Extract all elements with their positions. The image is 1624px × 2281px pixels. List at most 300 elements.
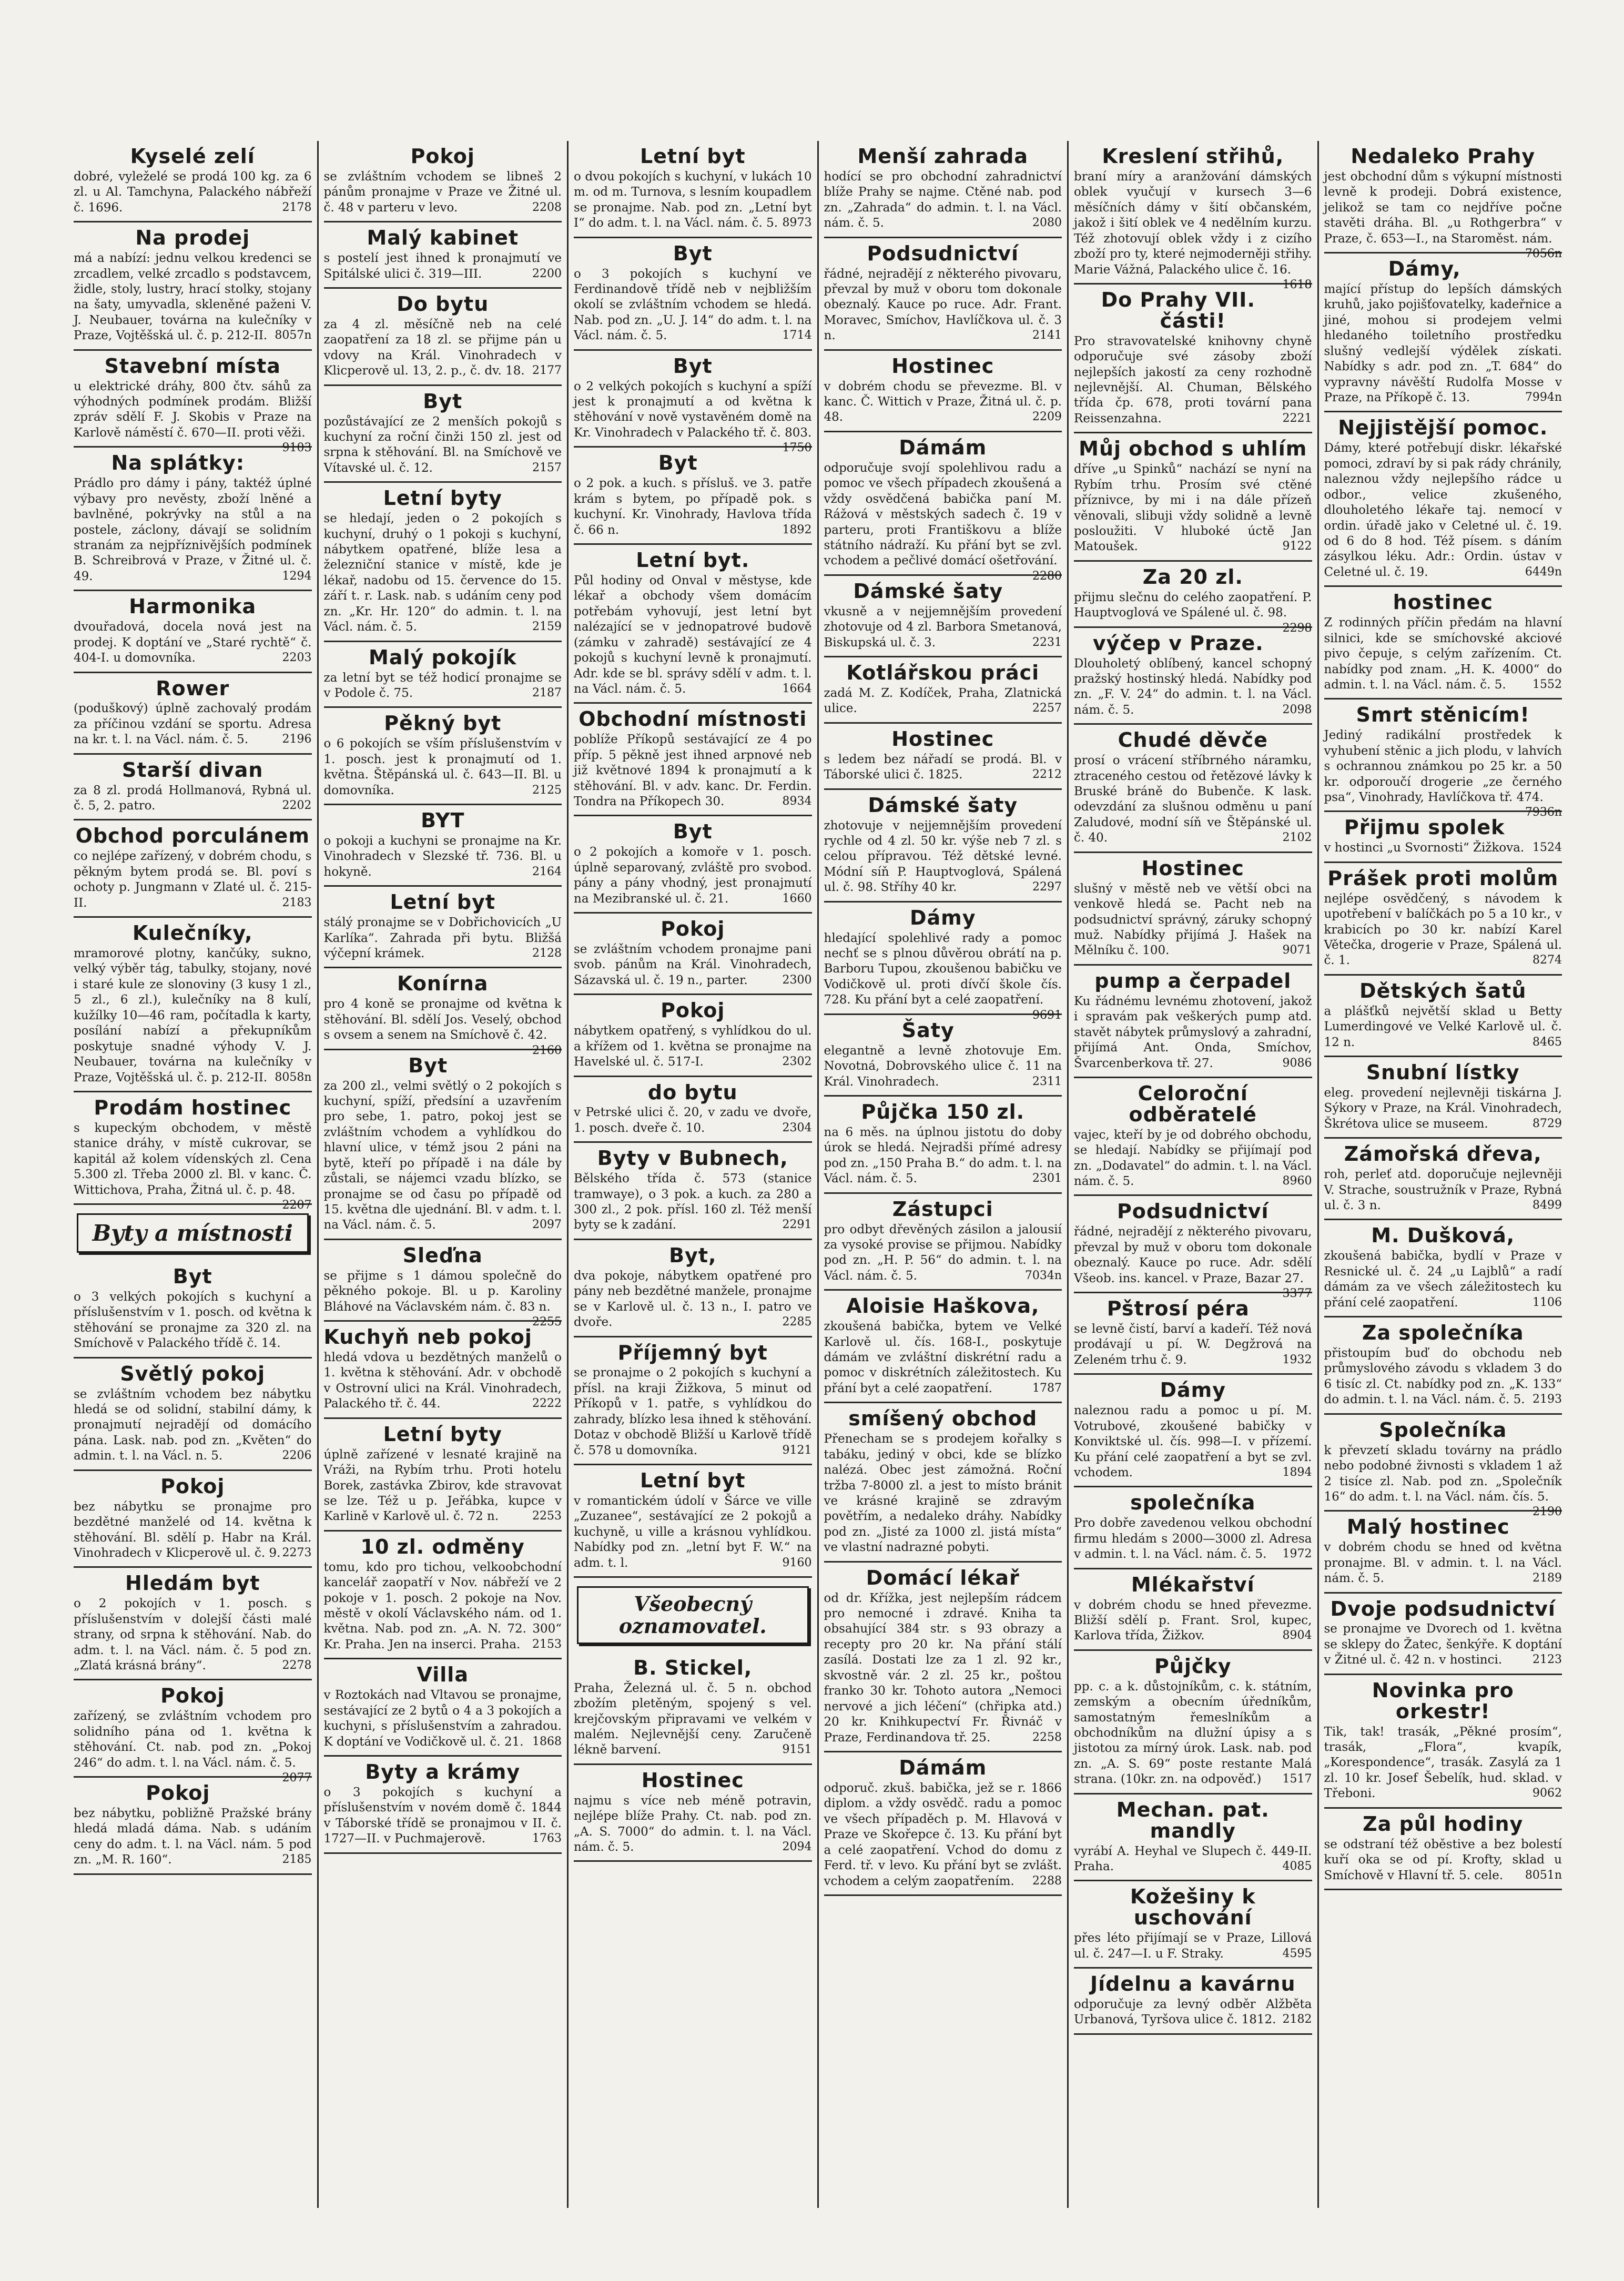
classified-ad [324,1419,562,1532]
ad-body-text: Dámy, které potřebují diskr. lékařské pomoci, zdraví by si pak rády chránily, naleznou vždy nejlepšího rádce u odbor., velice zkušeného, dlouholetého lékaře taj. nemocí v ordin. úřadě jako v Celetné ul. č. 19. od 6 do 8 hod. Též písem. s dáním zásylkou léku. Adr.: Ordin. ústav v Celetné ul. č. 19. [1324,441,1562,579]
ad-heading: Za půl hodiny [1363,1812,1524,1836]
classified-ad [323,1240,562,1329]
classified-ad [1074,1078,1312,1197]
ad-text [1074,1403,1312,1481]
ad-body-text: odporučuje za levný odběr Alžběta Urbanová, Tyršova ulice č. 1812. [1074,1997,1312,2027]
classified-ad [824,790,1062,903]
ad-text [74,169,312,216]
ad-heading: Stavební místa [104,354,281,378]
ad-heading: Pokoj [661,917,725,941]
ad-heading: Hledám byt [125,1572,260,1595]
ad-heading: Mechan. pat. mandly [1116,1798,1270,1842]
ad-heading: Hostinec [891,727,994,751]
ad-heading: Hostinec [1141,856,1244,880]
ad-body-text: dva pokoje, nábytkem opatřené pro pány neb bezdětné manžele, pronajme se v Karlově ul. č. 13 n., I. patro ve dvoře. [574,1269,812,1330]
ad-body-text: přes léto přijímají se v Praze, Lillová ul. č. 247—I. u F. Straky. [1074,1931,1312,1961]
column-3 [567,141,817,2208]
ad-text [824,1781,1062,1889]
ad-body-text: na 6 měs. na úplnou jistotu do doby úrok se hledá. Nejradši přímé adresy pod zn. „150 Praha B.“ do adm. t. l. na Václ. nám. č. 5. [824,1125,1062,1186]
classified-ad [1324,1415,1562,1519]
ad-number: 1524 [1532,841,1562,855]
classified-ad [1074,1375,1312,1487]
ad-body-text: stálý pronajme se v Dobřichovicích „U Karlíka“. Zahrada při bytu. Bližšá výčepní krámek. [323,916,562,961]
ad-body-text: Půl hodiny od Onval v městyse, kde lékař a obchody všem domácím potřebám vyhovují, jest letní byt nalézající se v jednopatrové budově (zámku v zahradě) sestávající ze 4 pokojů s kuchyní levně k pronajmutí. Adr. kde se bl. správy sdělí v adm. t. l. na Václ. nám. č. 5. [574,573,812,696]
classified-columns [68,141,1567,2208]
classified-ad [1324,412,1562,587]
ad-text [824,931,1062,1022]
ad-text [1324,282,1562,406]
classified-ad [1074,562,1312,635]
classified-ad [324,1757,562,1854]
ad-number: 9160 [782,1556,812,1569]
ad-heading: Byty a krámy [365,1760,521,1783]
classified-ad [74,1680,312,1785]
classified-ad [324,483,562,642]
ad-text [324,317,562,379]
ad-number: 2222 [532,1397,562,1411]
ad-body-text: Z rodinných příčin předám na hlavní silnici, kde se smíchovské akciové pivo čepuje, s celým zařízením. Ct. nabídky pod znam. „H. K. 4000“ do admin. t. l. na Václ. nám. č. 5. [1324,616,1562,692]
classified-ad [574,238,812,351]
ad-heading: Pokoj [160,1474,225,1498]
ad-number: 9071 [1282,944,1312,957]
ad-heading: Pokoj [160,1684,225,1708]
column-2 [317,141,567,2208]
ad-body-text: Pro stravovatelské knihovny chyně odporučuje své zásoby zboží nejlepších jakostí za ceny rozhodně nejlevnější. Al. Chuman, Bělského třída čp. 678, proti tovární pana Reissenzahna. [1074,334,1312,425]
classified-ad [324,805,562,887]
ad-text [1324,1443,1562,1519]
classified-ad [74,1568,312,1680]
classified-ad [1074,966,1312,1078]
classified-ad [74,1092,312,1212]
ad-text [1074,1224,1312,1301]
ad-heading: Byt, [669,1243,717,1267]
classified-ad [324,708,562,805]
classified-ad [574,1143,812,1240]
ad-text [74,1121,312,1212]
ad-text [1074,334,1312,427]
ad-number: 1106 [1532,1295,1562,1309]
ad-heading: Dámám [899,1756,987,1779]
ad-text [74,620,312,666]
ad-heading: Půjčka 150 zl. [861,1100,1025,1123]
classified-ad [1074,1569,1312,1651]
ad-text [824,169,1062,231]
ad-text [1074,1931,1312,1962]
ad-text [824,267,1062,344]
ad-heading: Dámské šaty [853,579,1003,603]
ad-body-text: s ledem bez nářadí se prodá. Bl. v Táborské ulici č. 1825. [824,752,1062,782]
classified-ad [824,1403,1062,1562]
ad-body-text: o 6 pokojích se vším příslušenstvím v 1. posch. jest k pronajmutí od 1. května. Štěpánská ul. č. 643—II. Bl. u domovníka. [323,737,562,797]
ad-heading: Společníka [1379,1418,1507,1442]
ad-heading: Dámské šaty [868,793,1018,817]
ad-number: 2182 [1282,2013,1312,2026]
ad-number: 2077 [282,1771,312,1785]
ad-number: 2123 [1532,1653,1562,1667]
ad-body-text: vkusně a v nejjemnějším provedení zhotovuje od 4 zl. Barbora Smetanová, Biskupská ul. č. 3. [824,604,1062,650]
classified-ad [1324,863,1562,976]
ad-number: 2300 [782,973,812,987]
ad-heading: Sleďna [402,1243,483,1267]
ad-text [1074,656,1312,718]
classified-ad [1324,1317,1562,1415]
ad-number: 2159 [532,620,562,634]
ad-body-text: braní míry a aranžování dámských oblek vyučují v kursech 3—6 měsíčních dámy v šití občanském, jakož i šití oblek ve 4 nedělním kurzu. Též zhotovují oblek vždy i z cizího zboží pro ty, které nejmoderněji střihy. Marie Vážná, Palackého ulice č. 16. [1074,169,1312,277]
ad-heading: Jídelnu a kavárnu [1090,1972,1296,1996]
ad-body-text: úplně zařízené v lesnaté krajině na Vráži, na Rybím trhu. Proti hotelu Borek, zastávka Zbirov, kde stravovat se lze. Též u p. Jeřábka, kupce v Karlině v Karlově ul. č. 72 n. [323,1447,562,1524]
ad-body-text: o 2 pokojích v 1. posch. s příslušenstvím v dolejší části malé strany, od srpna k stěhování. Nab. do adm. t. l. na Václ. nám. č. 5 pod zn. „Zlatá krásná brány“. [74,1597,312,1673]
ad-number: 2102 [1282,831,1312,845]
ad-text [74,1290,312,1352]
classified-ad [824,432,1062,583]
ad-text [1324,1725,1562,1802]
ad-heading: Dětských šatů [1359,979,1527,1002]
classified-ad [74,918,312,1092]
ad-heading: Byty v Bubnech, [597,1147,788,1170]
ad-text [824,1222,1062,1284]
classified-ad [1074,628,1312,725]
ad-body-text: v Roztokách nad Vltavou se pronajme, sestávající ze 2 bytů o 4 a 3 pokojích a kuchyni, s příslušenstvím a zahradou. K doptání ve Vodičkově ul. č. 21. [323,1688,562,1749]
ad-body-text: o 2 pokojích a komoře v 1. posch. úplně separovaný, zvláště pro svobod. pány a pány vhodný, jest pronajmutí na Mezibranské ul. č. 21. [574,845,812,906]
ad-heading: Kotlářskou práci [846,661,1040,685]
classified-ad [74,222,312,351]
ad-heading: Byt [673,354,713,378]
classified-ad [324,1659,562,1757]
classified-ad [574,704,812,816]
classified-ad [574,1077,812,1143]
ad-heading: Kulečníky, [132,921,253,945]
ad-text [323,1269,562,1329]
ad-heading: Starší divan [122,758,263,782]
ad-body-text: tomu, kdo pro tichou, velkoobchodní kancelář zaopatří v Nov. nábřeží ve 2 pokoje v 1. posch. 2 pokoje na Nov. městě v okolí Václavského nám. od 1. května. Nab. pod zn. „A. N. 72. 300“ Kr. Praha. Jen na inserci. Praha. [323,1560,562,1651]
classified-ad [1074,1881,1312,1969]
ad-number: 8499 [1532,1199,1562,1212]
ad-heading: Letní byty [383,1422,502,1446]
ad-number: 2200 [532,267,562,280]
ad-body-text: mající přístup do lepších dámských kruhů, jako pojišťovatelky, kadeřnice a jiné, mohou si prodejem velmi hledaného toiletního prostředku slušný vedlejší výdělek získati. Nabídky s adr. pod zn. „T. 684“ do vypravny návěští Rudolfa Mosse v Praze, na Příkopě č. 13. [1324,282,1562,405]
ad-heading: Letní byty [383,486,502,510]
ad-number: 2128 [532,947,562,960]
ad-text [1074,1679,1312,1788]
ad-number: 9151 [782,1743,812,1757]
ad-heading: Dámám [899,435,987,459]
classified-ad [74,141,312,222]
ad-text [324,1350,562,1412]
ad-number: 2097 [532,1218,562,1232]
ad-text [74,701,312,747]
ad-text [1074,1322,1312,1368]
classified-ad [574,1765,812,1862]
ad-text [1324,1540,1562,1586]
ad-heading: Nedaleko Prahy [1351,145,1536,168]
ad-text [324,1447,562,1525]
ad-number: 8960 [1282,1174,1312,1188]
ad-text [324,1079,562,1233]
ad-text [1324,1004,1562,1050]
ad-heading: Aloisie Haškova, [846,1294,1040,1318]
ad-heading: Pokoj [410,145,475,168]
ad-number: 2255 [532,1315,562,1329]
ad-text [574,1105,812,1136]
ad-body-text: bez nábytku se pronajme pro bezdětné manželé od 14. května k stěhování. Bl. sdělí p. Habr na Král. Vinohradech v Klicperově ul. č. 9. [74,1499,312,1560]
ad-number: 9103 [282,441,312,455]
ad-heading: Malý kabinet [367,226,519,250]
ad-heading: Chudé děvče [1118,728,1268,752]
ad-body-text: za 8 zl. prodá Hollmanová, Rybná ul. č. 5, 2. patro. [74,783,312,813]
classified-ad [74,351,312,455]
ad-body-text: se odstraní též oběstive a bez bolestí kuří oka se od pí. Krofty, sklad u Smíchově v Hlavní tř. 5. cele. [1324,1837,1562,1882]
classified-ad [574,448,812,545]
ad-text [1074,169,1312,291]
ad-body-text: o 2 pok. a kuch. s přísluš. ve 3. patře krám s bytem, po případě pok. s kuchyní. Kr. Vinohrady, Havlova třída č. 66 n. [574,477,812,537]
classified-ad [574,1465,812,1578]
ad-heading: pump a čerpadel [1094,969,1292,992]
ad-text [1074,1516,1312,1562]
ad-number: 8051n [1525,1868,1562,1882]
ad-number: 9062 [1532,1787,1562,1800]
ad-text [1324,1167,1562,1213]
ad-number: 2202 [282,799,312,813]
ad-number: 8729 [1532,1117,1562,1130]
ad-number: 1932 [1282,1353,1312,1366]
ad-number: 8904 [1282,1629,1312,1643]
ad-number: 9691 [1032,1008,1062,1022]
ad-body-text: pp. c. a k. důstojníkům, c. k. státním, zemským a obecním úředníkům, samostatným řemeslníkům a obchodníkům na dlužní úpisy a s jistotou za mírný úrok. Lask. nab. pod zn. „A. S. 69“ poste restante Malá strana. (10kr. zn. na odpověď.) [1074,1679,1312,1787]
ad-text [1324,1346,1562,1408]
ad-heading: Byt [423,389,463,413]
ad-body-text: se zvláštním vchodem pronajme pani svob. pánům na Král. Vinohradech, Sázavská ul. č. 19 n., parter. [574,942,812,987]
ad-number: 4085 [1282,1859,1312,1873]
ad-text [1324,1249,1562,1311]
ad-text [824,686,1062,717]
ad-body-text: pozůstávající ze 2 menších pokojů s kuchyní za roční činži 150 zl. jest od srpna k stěhování. Bl. na Smíchově ve Vítavské ul. č. 12. [323,414,562,475]
ad-body-text: naleznou radu a pomoc u pí. M. Votrubové, zkoušené babičky v Konviktské ul. čís. 998—I. v přízemí. Ku přání celé zaopatření a byt se zvl. vchodem. [1074,1404,1312,1479]
ad-body-text: v dobrém chodu se hned od května pronajme. Bl. v admin. t. l. na Václ. nám. č. 5. [1324,1540,1562,1586]
ad-body-text: Dlouholetý oblíbený, kancel schopný pražský hostinský hledá. Nabídky pod zn. „F. V. 24“ do admin. t. l. na Václ. nám. č. 5. [1074,656,1312,717]
classified-ad [824,1752,1062,1896]
ad-body-text: v Petrské ulici č. 20, v zadu ve dvoře, 1. posch. dveře č. 10. [574,1106,812,1135]
ad-body-text: má a nabízí: jednu velkou kredenci se zrcadlem, velké zrcadlo s podstavcem, židle, stoly, lustry, hrací stolky, stojany na šaty, umyvadla, skleněné paženi V. J. Neubauer, továrna na kulečníky v Praze, Vojtěšská ul. č. p. 212-II. [74,251,312,343]
ad-text [74,379,312,455]
ad-heading: Menší zahrada [857,145,1029,168]
ad-text [574,379,812,455]
classified-ad [1324,141,1562,261]
ad-body-text: o 3 velkých pokojích s kuchyní a příslušenstvím v 1. posch. od května k stěhování se pronajme za 320 zl. na Smíchově v Palackého třídě č. 14. [74,1290,312,1351]
ad-heading: Byt [408,1053,448,1077]
ad-heading: Konírna [397,972,489,996]
ad-number: 2278 [282,1659,312,1672]
ad-text [324,834,562,880]
ad-heading: Šaty [901,1018,955,1042]
ad-heading: 10 zl. odměny [360,1535,525,1558]
ad-body-text: dříve „u Spinků“ nachází se nyní na Rybím trhu. Prosím své ctěné příznivce, by mi i na dále přízeň věnovali, slibuji vždy solidně a levně posloužiti. V hluboké úctě Jan Matoušek. [1074,462,1312,554]
ad-body-text: nejlépe osvědčený, s návodem k upotřebení v balíčkách po 5 a 10 kr., v krabicích po 30 kr. nabízí Karel Větečka, drogerie v Praze, Spálená ul. č. 1. [1324,891,1562,968]
ad-text [824,379,1062,425]
ad-text [74,251,312,344]
ad-text [1324,840,1562,856]
ad-body-text: řádné, nejradějí z některého pivovaru, převzal by muž v oboru tom dokonale obeznalý. Kauce po ruce. Adr. Frant. Moravec, Smíchov, Havlíčkova ul. č. 3 n. [824,267,1062,343]
ad-body-text: za 4 zl. měsíčně neb na celé zaopatření za 18 zl. se přijme pán u vdovy na Král. Vinohradech v Klicperově ul. 13, 2. p., č. dv. 18. [323,317,562,378]
ad-number: 1552 [1532,677,1562,691]
ad-heading: Prodám hostinec [94,1096,292,1119]
ad-number: 2141 [1032,329,1062,342]
ad-number: 2125 [532,783,562,797]
ad-heading: Malý hostinec [1346,1515,1510,1539]
ad-body-text: se levně čistí, barví a kadeří. Též nová prodávají u pí. W. Degžrová na Zeleném trhu č. 9. [1074,1322,1312,1367]
ad-text [1324,1837,1562,1883]
ad-text [824,1043,1062,1090]
ad-heading: do bytu [647,1080,738,1104]
classified-ad [1074,853,1312,966]
classified-ad [74,448,312,591]
ad-body-text: s kupeckým obchodem, v městě stanice dráhy, v místě cukrovar, se kapitál až kolem vídenských zl. Cena 5.300 zl. Třeba 2000 zl. Bl. v kanc. Č. Wittichova, Praha, Žitná ul. č. p. 48. [74,1121,312,1197]
classified-ad [574,1337,812,1466]
ad-heading: Novinka pro orkestr! [1372,1678,1514,1723]
classified-ad [1074,285,1312,433]
ad-heading: Na splátky: [111,451,245,475]
classified-ad [824,351,1062,432]
ad-body-text: Pro dobře zavedenou velkou obchodní firmu hledám s 2000—3000 zl. Adresa v admin. t. l. na Václ. nám. č. 5. [1074,1516,1312,1562]
ad-number: 1750 [782,441,812,455]
ad-body-text: dvouřadová, docela nová jest na prodej. K doptání ve „Staré rychtě“ č. 404-I. u domovníka. [74,620,312,665]
ad-heading: Hostinec [891,354,994,378]
ad-text [1324,891,1562,969]
ad-heading: Dvoje podsudnictví [1330,1597,1556,1620]
ad-text [1324,169,1562,261]
ad-body-text: eleg. provedení nejlevněji tiskárna J. Sýkory v Praze, na Král. Vinohradech, Škrétova ulice se museem. [1324,1086,1562,1131]
ad-text [324,1785,562,1847]
ad-heading: Do Prahy VII. části! [1101,288,1255,332]
ad-text [574,267,812,344]
ad-text [324,414,562,477]
classified-ad [1324,254,1562,412]
classified-ad [824,724,1062,790]
ad-text [574,169,812,231]
ad-heading: Domácí lékař [866,1566,1020,1589]
classified-ad [1074,1651,1312,1795]
ad-text [1074,1598,1312,1644]
classified-ad [574,545,812,704]
classified-ad [324,386,562,483]
ad-text [74,476,312,584]
ad-heading: BYT [421,809,465,833]
classified-ad [1324,1220,1562,1317]
column-1 [68,141,317,2208]
classified-ad [1074,141,1312,291]
ad-body-text: vyrábí A. Heyhal ve Slupech č. 449-II. Praha. [1074,1844,1312,1873]
ad-heading: Letní byt [390,890,496,914]
ad-number: 9086 [1282,1056,1312,1070]
ad-text [324,1688,562,1750]
classified-ad [324,1050,562,1240]
ad-number: 7936n [1525,806,1562,819]
ad-number: 1972 [1282,1547,1312,1561]
ad-body-text: mramorové plotny, kančúky, sukno, velký výběr tág, tabulky, stojany, nové i staré kule ze slonoviny (3 kusy 1 zl., 5 zl., 6 zl.), kulečníky na 8 kulí, kužílky 10—46 ram, počítadla k karty, posílání nabízí a překupníkům poskytuje snadné výhody V. J. Neubauer, továrna na kulečníky v Praze, Vojtěšská ul. č. p. 212-II. [74,947,312,1084]
ad-text [574,845,812,907]
ad-number: 2207 [282,1199,312,1212]
ad-text [824,1319,1062,1396]
ad-number: 2160 [532,1043,562,1057]
classified-ad [1324,587,1562,699]
ad-number: 2298 [1282,621,1312,635]
ad-body-text: Přenecham se s prodejem kořalky s tabáku, jediný v obci, kde se blízko nalézá. Obec jest zámožná. Roční tržba 7-8000 zl. a jest to místo bránit ve krásné krajině se zdravým povětřím, a nedaleko dráhy. Nabídky pod zn. „Jisté za 1000 zl. jistá místa“ ve vlastní nadrazné pobyti. [824,1432,1062,1555]
ad-body-text: řádné, nejradějí z některého pivovaru, převzal by muž v oboru tom dokonale obeznalý. Kauce po ruce. Adr. sdělí Všeob. ins. kancel. v Praze, Bazar 27. [1074,1225,1312,1285]
ad-text [574,476,812,538]
ad-heading: Podsudnictví [1116,1200,1269,1223]
ad-number: 2231 [1032,635,1062,649]
ad-number: 2297 [1032,880,1062,894]
ad-text [1074,1997,1312,2028]
ad-body-text: co nejlépe zařízený, v dobrém chodu, s pěkným bytem prodá se. Bl. poví s ochoty p. Jungmann v Zlaté ul. č. 215-II. [74,849,312,910]
ad-text [1324,441,1562,580]
ad-number: 6449n [1525,565,1562,579]
classified-ad [1074,433,1312,562]
ad-number: 1892 [782,523,812,536]
ad-body-text: se zvláštním vchodem bez nábytku hledá se od solidní, stabilní dámy, k pronajmutí nejradějí od domácího pána. Lask. nab. pod zn. „Květen“ do admin. t. l. na Václ. n. 5. [74,1387,312,1463]
ad-heading: Celoroční odběratelé [1129,1081,1257,1126]
ad-text [574,573,812,697]
ad-body-text: dobré, vyleželé se prodá 100 kg. za 6 zl. u Al. Tamchyna, Palackého nábřeží č. 1696. [74,169,312,215]
ad-number: 2189 [1532,1572,1562,1585]
ad-number: 1618 [1282,278,1312,291]
ad-heading: hostinec [1393,591,1493,614]
ad-text [574,1171,812,1233]
ad-body-text: zadá M. Z. Kodíček, Praha, Zlatnická ulice. [824,686,1062,716]
ad-body-text: hledající spolehlivé rady a pomoc nechť se s plnou důvěrou obrátí na p. Barboru Tupou, zkoušenou babičku ve Vodičkově ul. proti dívčí škole čís. 728. Ku přání byt a celé zaopatření. [824,931,1062,1007]
ad-text [1324,728,1562,819]
ad-heading: Prášek proti molům [1327,866,1559,890]
ad-body-text: slušný v městě neb ve větší obci na venkově hledá se. Pacht neb na podsudnictví správný, záruky schopný muž. Nabídky přijímá J. Hašek na Mělníku č. 100. [1074,881,1312,958]
ad-body-text: a plášťků největší sklad u Betty Lumerdingové ve Velké Karlově ul. č. 12 n. [1324,1004,1562,1049]
ad-number: 2304 [782,1121,812,1134]
classified-ad [324,1532,562,1660]
classified-ad [824,657,1062,724]
ad-body-text: zkoušená babička, bytem ve Velké Karlově ul. čís. 168-I., poskytuje dámám ve zvláštní diskrétní radu a pomoc v diskrétních záležitostech. Ku přání byt a celé zaopatření. [824,1320,1062,1395]
ad-heading: Kreslení střihů, [1102,145,1284,168]
ad-body-text: Ku řádnému levnému zhotovení, jakož i spravám pak veškerých pump atd. stavět nábytek průmyslový a zahradní, přijímá Ant. Onda, Smíchov, Švarcenberkova tř. 27. [1074,994,1312,1070]
ad-number: 2253 [532,1509,562,1523]
ad-heading: Letní byt [640,1469,746,1493]
ad-text [324,671,562,702]
ad-heading: Byt [673,820,713,844]
ad-number: 7056n [1525,247,1562,261]
classified-ad [1324,1057,1562,1139]
ad-text [1074,462,1312,555]
ad-number: 1517 [1282,1772,1312,1786]
ad-body-text: hodící se pro obchodní zahradnictví blíže Prahy se najme. Ctěné nab. pod zn. „Zahrada“ do admin. t. l. na Václ. nám. č. 5. [824,169,1062,230]
ad-number: 2209 [1032,410,1062,424]
ad-heading: Smrt stěnicím! [1356,703,1530,727]
classified-ad [824,1015,1062,1097]
ad-text [1074,753,1312,846]
classified-ad [74,1778,312,1875]
ad-body-text: v romantickém údolí v Šárce ve ville „Zuzanee“, sestávající ze 2 pokojů a kuchyně, u ville a krásnou vyhlídkou. Nabídky pod zn. „letní byt F. W.“ na adm. t. l. [574,1494,812,1570]
ad-heading: Pštrosí péra [1107,1297,1250,1321]
ad-body-text: Jediný radikální prostředek k vyhubení stěnic a jich plodu, v lahvích s ochrannou známkou po 25 kr. a 50 kr. odporoučí drogerie „ze černého psa“, Vinohrady, Havlíčkova tř. 474. [1324,728,1562,805]
ad-heading: Zástupci [892,1197,993,1221]
ad-heading: Dámy [1160,1378,1226,1402]
ad-number: 2187 [532,686,562,699]
ad-body-text: o pokoji a kuchyni se pronajme na Kr. Vinohradech v Slezské tř. 736. Bl. u hokyně. [323,834,562,879]
classified-ad [323,968,562,1057]
classified-ad [824,1194,1062,1291]
ad-number: 7994n [1525,391,1562,404]
ad-body-text: poblíže Příkopů sestávající ze 4 po příp. 5 pěkně jest ihned arpnové neb již květnové 1894 k pronajmutí a k stěhování. Bl. v adv. kanc. Dr. Ferdin. Tondra na Příkopech 30. [574,733,812,809]
ad-heading: Můj obchod s uhlím [1079,437,1307,461]
ad-heading: B. Stickel, [633,1656,753,1679]
ad-heading: Pokoj [661,999,725,1022]
ad-number: 1894 [1282,1465,1312,1479]
